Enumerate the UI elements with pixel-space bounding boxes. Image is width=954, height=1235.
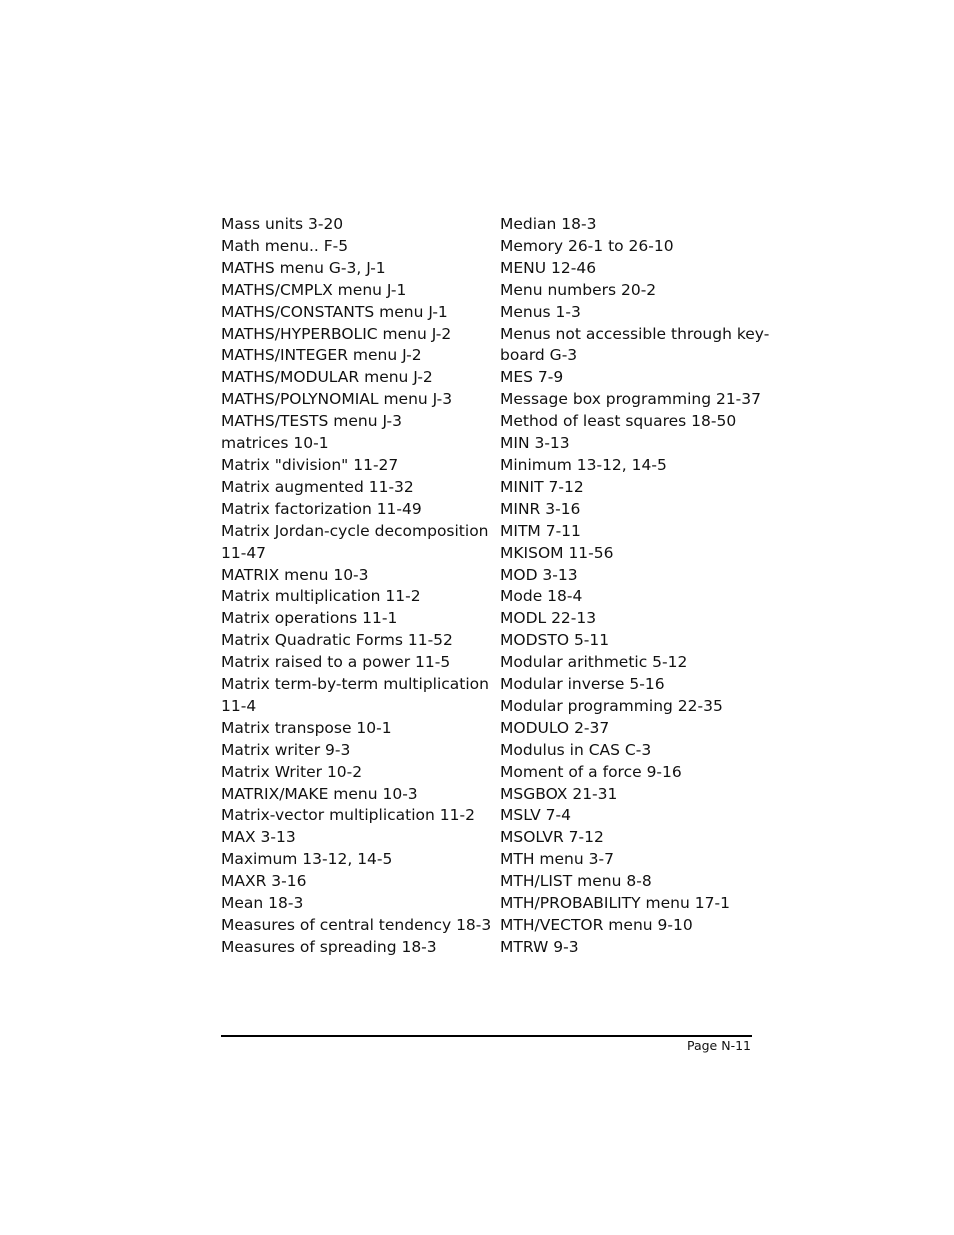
index-entry (500, 718, 752, 740)
index-entry-text: Moment of a force 9-16 (500, 762, 682, 781)
index-entry (221, 937, 476, 959)
index-entry-text: Math menu.. F-5 (221, 236, 349, 255)
index-entry (221, 389, 476, 411)
index-entry-text: Matrix raised to a power 11-5 (221, 653, 451, 672)
index-entry (500, 871, 752, 893)
index-entry (221, 805, 476, 827)
index-entry (500, 543, 752, 565)
index-entry-text: Matrix "division" 11-27 (221, 455, 399, 474)
index-entry-text: Median 18-3 (500, 215, 597, 233)
index-entry-text: MATHS/CONSTANTS menu J-1 (221, 302, 448, 321)
index-entry-text: Modular inverse 5-16 (500, 675, 665, 694)
index-entry-text: MSOLVR 7-12 (500, 828, 604, 847)
index-entry (221, 214, 476, 236)
index-entry-text: MTH/PROBABILITY menu 17-1 (500, 894, 730, 913)
index-entry-text: MATHS/TESTS menu J-3 (221, 412, 402, 431)
index-entry (500, 784, 752, 806)
index-entry (500, 849, 752, 871)
index-entry-text: MODL 22-13 (500, 609, 597, 628)
index-entry-text: MAX 3-13 (221, 828, 296, 847)
index-entry (500, 915, 752, 937)
index-entry-text: Matrix writer 9-3 (221, 740, 351, 759)
index-entry-text: MATHS/MODULAR menu J-2 (221, 368, 433, 387)
index-entry (221, 499, 476, 521)
index-entry (221, 630, 476, 652)
index-entry-text: Matrix operations 11-1 (221, 609, 398, 628)
index-entry-text: Modular programming 22-35 (500, 696, 723, 715)
index-entry-text: Menus not accessible through key- (500, 324, 770, 343)
index-entry-text: MATHS/POLYNOMIAL menu J-3 (221, 390, 453, 409)
index-entry (221, 871, 476, 893)
index-entry (500, 411, 752, 433)
index-entry-text: Matrix factorization 11-49 (221, 499, 422, 518)
index-entry-text: MENU 12-46 (500, 258, 597, 277)
index-entry-text: MTH/VECTOR menu 9-10 (500, 916, 693, 934)
index-entry-text: Mode 18-4 (500, 587, 583, 606)
index-entry (500, 499, 752, 521)
index-entry-text: Message box programming 21-37 (500, 390, 762, 409)
index-entry (221, 565, 476, 587)
index-entry-text: MINR 3-16 (500, 499, 581, 518)
index-entry (500, 389, 762, 411)
index-entry (500, 236, 752, 258)
index-entry-text: MATHS/INTEGER menu J-2 (221, 346, 422, 365)
index-entry-text: Matrix transpose 10-1 (221, 718, 392, 737)
index-entry-text: MATRIX/MAKE menu 10-3 (221, 784, 418, 803)
index-entry (500, 805, 752, 827)
index-entry-text: MTRW 9-3 (500, 937, 579, 956)
index-entry-text: Memory 26-1 to 26-10 (500, 236, 674, 255)
index-entry-text: Matrix augmented 11-32 (221, 477, 414, 496)
index-entry-continuation: 11-4 (221, 696, 257, 715)
index-entry-text: MTH menu 3-7 (500, 850, 614, 869)
index-entry-text: MIN 3-13 (500, 434, 570, 453)
index-entry-text: Matrix Jordan-cycle decomposition (221, 521, 489, 540)
index-entry (221, 411, 476, 433)
index-entry-text: MODULO 2-37 (500, 718, 610, 737)
index-entry (221, 367, 476, 389)
index-entry-text: MATRIX menu 10-3 (221, 565, 369, 584)
index-entry (221, 586, 476, 608)
index-entry (500, 740, 752, 762)
index-entry (221, 280, 476, 302)
index-entry (500, 937, 752, 959)
index-entry (221, 324, 476, 346)
index-entry (221, 762, 476, 784)
index-entry (221, 718, 476, 740)
index-entry (500, 827, 752, 849)
index-entry (500, 630, 752, 652)
index-entry-text: MKISOM 11-56 (500, 543, 614, 562)
index-entry-text: Modulus in CAS C-3 (500, 740, 652, 759)
index-entry (500, 608, 752, 630)
index-entry-text: matrices 10-1 (221, 434, 329, 453)
index-entry (500, 652, 752, 674)
index-entry-text: MATHS/HYPERBOLIC menu J-2 (221, 324, 452, 343)
index-column-left (221, 214, 492, 959)
index-entry (221, 674, 489, 718)
index-entry-text: Measures of spreading 18-3 (221, 937, 437, 956)
index-entry-continuation: board G-3 (500, 346, 578, 365)
index-entry-text: Maximum 13-12, 14-5 (221, 850, 393, 869)
index-entry (221, 915, 492, 937)
index-entry (500, 433, 752, 455)
index-entry-text: Matrix Quadratic Forms 11-52 (221, 631, 453, 650)
index-entry-text: Matrix multiplication 11-2 (221, 587, 421, 606)
index-entry (221, 827, 476, 849)
index-entry-text: Matrix-vector multiplication 11-2 (221, 806, 475, 825)
index-entry (500, 258, 752, 280)
index-entry-text: MODSTO 5-11 (500, 631, 610, 650)
index-entry (500, 367, 752, 389)
index-entry (500, 762, 752, 784)
index-entry-text: Minimum 13-12, 14-5 (500, 455, 667, 474)
index-entry-text: MATHS/CMPLX menu J-1 (221, 280, 407, 299)
index-entry (500, 302, 752, 324)
index-entry (221, 893, 476, 915)
index-entry (500, 455, 752, 477)
index-entry (221, 784, 476, 806)
index-entry (221, 652, 476, 674)
index-entry (221, 740, 476, 762)
index-entry-text: Menu numbers 20-2 (500, 280, 657, 299)
index-entry-text: MATHS menu G-3, J-1 (221, 258, 386, 277)
index-entry (221, 849, 476, 871)
index-entry (500, 324, 770, 368)
index-entry (500, 674, 752, 696)
footer-rule (221, 1035, 752, 1037)
index-entry-text: MAXR 3-16 (221, 872, 307, 891)
index-entry (500, 893, 752, 915)
index-entry (221, 258, 476, 280)
index-entry-text: Menus 1-3 (500, 302, 581, 321)
index-entry (221, 433, 476, 455)
index-column-right (500, 214, 770, 959)
index-entry-continuation: 11-47 (221, 543, 267, 562)
index-entry-text: MITM 7-11 (500, 521, 581, 540)
index-entry-text: MINIT 7-12 (500, 477, 584, 496)
index-entry (500, 280, 752, 302)
index-entry-text: MSGBOX 21-31 (500, 784, 618, 803)
index-entry-text: MSLV 7-4 (500, 806, 571, 825)
index-entry-text: Matrix term-by-term multiplication (221, 675, 489, 694)
index-entry (500, 214, 752, 236)
index-entry-text: Modular arithmetic 5-12 (500, 653, 688, 672)
index-entry (221, 302, 476, 324)
index-entry (221, 521, 489, 565)
index-entry-text: Matrix Writer 10-2 (221, 762, 363, 781)
index-entry (221, 345, 476, 367)
index-entry (221, 455, 476, 477)
index-entry (500, 565, 752, 587)
index-entry-text: MTH/LIST menu 8-8 (500, 872, 652, 891)
index-entry (500, 696, 752, 718)
index-entry (500, 521, 752, 543)
index-entry-text: MOD 3-13 (500, 565, 578, 584)
index-entry (221, 477, 476, 499)
index-entry-text: MES 7-9 (500, 368, 564, 387)
index-entry-text: Mean 18-3 (221, 894, 304, 913)
index-entry (500, 477, 752, 499)
index-entry-text: Mass units 3-20 (221, 215, 344, 233)
index-entry-text: Measures of central tendency 18-3 (221, 916, 492, 934)
index-entry-text: Method of least squares 18-50 (500, 412, 737, 431)
index-entry (221, 608, 476, 630)
index-entry (500, 586, 752, 608)
index-entry (221, 236, 476, 258)
page-number: Page N-11 (686, 1038, 751, 1053)
